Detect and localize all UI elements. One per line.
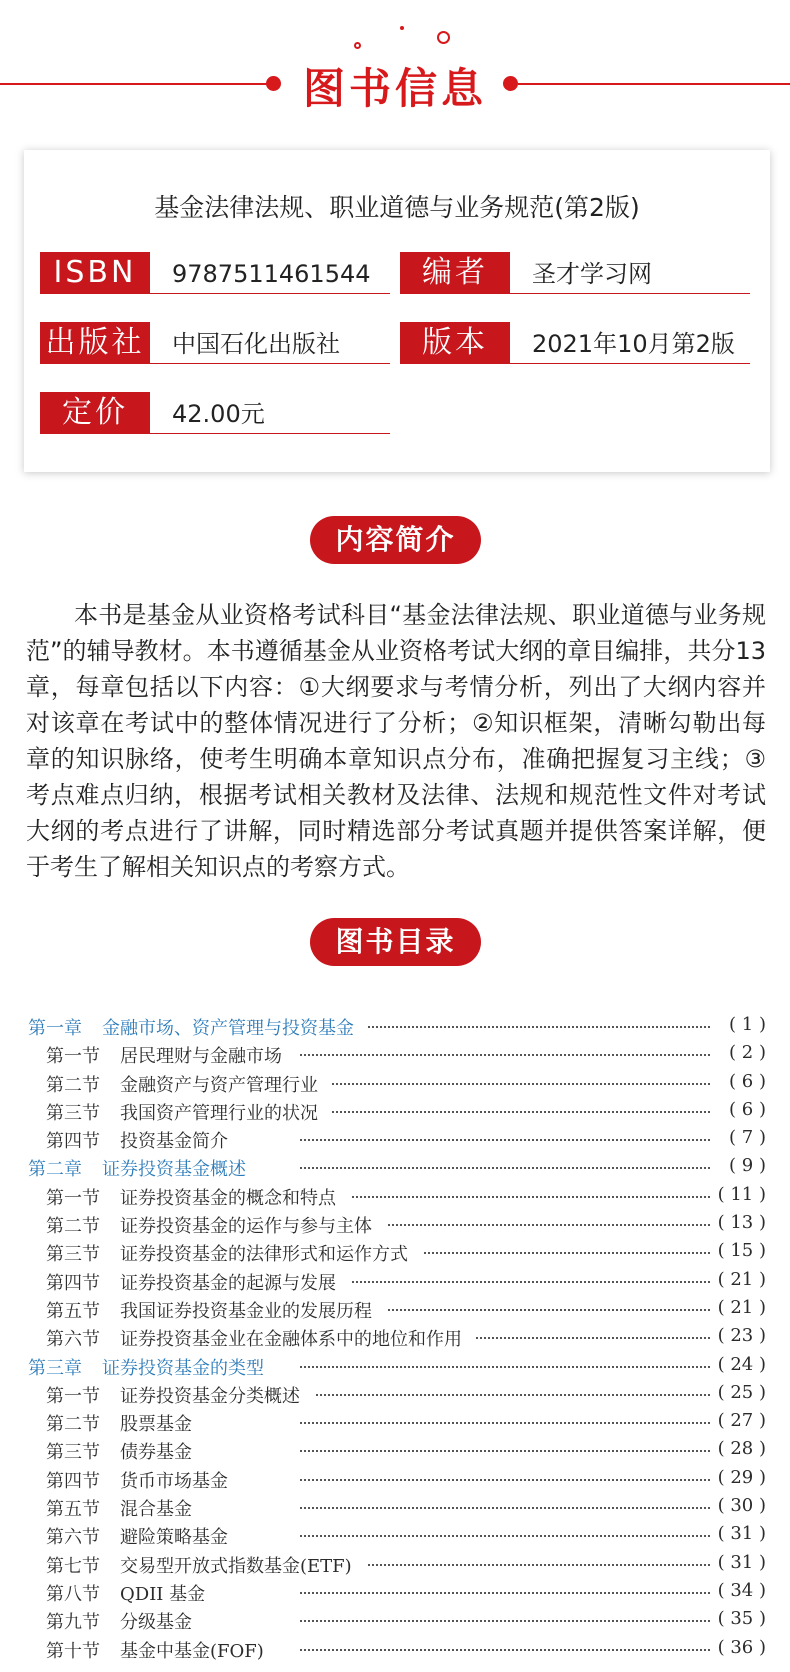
toc-entry-number: 第一章	[28, 1018, 82, 1039]
toc-page-number: ( 9 )	[710, 1155, 766, 1176]
toc-entry-text: 股票基金	[120, 1414, 192, 1436]
isbn-label: ISBN	[40, 252, 150, 294]
toc-entry-title	[46, 1099, 332, 1125]
toc-section-row	[0, 1493, 790, 1521]
toc-section-row	[0, 1550, 790, 1578]
price-label: 定价	[40, 392, 150, 434]
toc-entry-number: 第二节	[46, 1074, 100, 1096]
toc-entry-text: 金融市场、资产管理与投资基金	[102, 1018, 354, 1039]
toc-leader-dots	[300, 1083, 710, 1085]
toc-leader-dots	[300, 1450, 710, 1452]
intro-text: 本书是基金从业资格考试科目“基金法律法规、职业道德与业务规范”的辅导教材。本书遵循基金从业资格考试大纲的章目编排，共分13章，每章包括以下内容：①大纲要求与考情分析，列出了大纲内容并对该章在考试中的整体情况进行了分析；②知识框架，清晰勾勒出每章的知识脉络，使考生明确本章知识点分布，准确把握复习主线；③考点难点归纳，根据考试相关教材及法律、法规和规范性文件对考试大纲的考点进行了讲解，同时精选部分考试真题并提供答案详解，便于考生了解相关知识点的考察方式。	[26, 601, 766, 881]
toc-entry-title	[46, 1297, 386, 1323]
toc-entry-text: 混合基金	[120, 1499, 192, 1521]
toc-section-row	[0, 1040, 790, 1068]
toc-leader-dots	[300, 1167, 710, 1169]
toc-entry-text: 债券基金	[120, 1442, 192, 1464]
toc-entry-number: 第三节	[46, 1244, 100, 1266]
decor-dot	[400, 26, 404, 30]
toc-section-row	[0, 1465, 790, 1493]
toc-section-row	[0, 1267, 790, 1295]
toc-leader-dots	[300, 1054, 710, 1056]
toc-page-number: ( 15 )	[710, 1240, 766, 1261]
toc-section-row	[0, 1408, 790, 1436]
toc-entry-title	[46, 1127, 242, 1153]
toc-entry-number: 第六节	[46, 1527, 100, 1549]
toc-entry-title	[46, 1552, 366, 1578]
toc-section-row	[0, 1521, 790, 1549]
toc-entry-text: 证券投资基金业在金融体系中的地位和作用	[120, 1329, 462, 1351]
toc-leader-dots	[300, 1479, 710, 1481]
toc-entry-number: 第二章	[28, 1159, 82, 1181]
toc-section-row	[0, 1238, 790, 1266]
toc-entry-number: 第二节	[46, 1414, 100, 1436]
publisher-label: 出版社	[40, 322, 150, 364]
toc-entry-number: 第十节	[46, 1640, 100, 1662]
toc-entry-text: 证券投资基金的运作与参与主体	[120, 1216, 372, 1238]
toc-leader-dots	[300, 1196, 710, 1198]
toc-page-number: ( 31 )	[710, 1523, 766, 1544]
toc-entry-text: 居民理财与金融市场	[120, 1046, 282, 1068]
toc-page-number: ( 13 )	[710, 1212, 766, 1233]
toc-entry-text: 证券投资基金的类型	[102, 1357, 264, 1379]
intro-heading: 内容简介	[310, 516, 481, 564]
toc-section-row	[0, 1323, 790, 1351]
toc-entry-title	[46, 1608, 206, 1634]
toc-entry-number: 第三节	[46, 1442, 100, 1464]
toc-entry-number: 第四节	[46, 1470, 100, 1492]
toc-entry-number: 第三章	[28, 1357, 82, 1379]
toc-section-row	[0, 1606, 790, 1634]
toc-entry-title	[28, 1354, 278, 1380]
toc-page-number: ( 23 )	[710, 1325, 766, 1346]
toc-leader-dots	[300, 1422, 710, 1424]
toc-heading: 图书目录	[310, 918, 481, 966]
toc-entry-title	[46, 1184, 350, 1210]
toc-page-number: ( 2 )	[710, 1042, 766, 1063]
toc-leader-dots	[300, 1139, 710, 1141]
toc-section-row	[0, 1380, 790, 1408]
toc-entry-title	[46, 1240, 422, 1266]
toc-section-row	[0, 1295, 790, 1323]
toc-page-number: ( 24 )	[710, 1354, 766, 1375]
decor-circle	[437, 31, 450, 44]
toc-entry-text: 交易型开放式指数基金(ETF)	[120, 1555, 352, 1577]
toc-entry-title	[46, 1325, 476, 1351]
toc-page-number: ( 35 )	[710, 1608, 766, 1629]
header-dot-left	[266, 76, 281, 91]
toc-entry-number: 第五节	[46, 1300, 100, 1322]
toc-entry-text: 证券投资基金的法律形式和运作方式	[120, 1244, 408, 1266]
book-info-card	[24, 150, 770, 472]
toc-entry-title	[46, 1042, 296, 1068]
toc-page-number: ( 25 )	[710, 1382, 766, 1403]
toc-page-number: ( 34 )	[710, 1580, 766, 1601]
edition-value: 2021年10月第2版	[510, 322, 750, 364]
toc-entry-text: 投资基金简介	[120, 1131, 228, 1153]
book-title: 基金法律法规、职业道德与业务规范(第2版)	[154, 193, 640, 222]
toc-entry-title	[46, 1580, 219, 1606]
toc-entry-text: 金融资产与资产管理行业	[120, 1074, 318, 1096]
toc-section-row	[0, 1125, 790, 1153]
toc-page-number: ( 27 )	[710, 1410, 766, 1431]
toc-list	[0, 1012, 790, 1663]
toc-leader-dots	[300, 1620, 710, 1622]
toc-leader-dots	[300, 1535, 710, 1537]
toc-entry-title	[46, 1382, 314, 1408]
editor-value: 圣才学习网	[510, 252, 750, 294]
toc-entry-title	[46, 1212, 386, 1238]
toc-section-row	[0, 1578, 790, 1606]
toc-chapter-row	[0, 1352, 790, 1380]
toc-entry-text: 证券投资基金的起源与发展	[120, 1272, 336, 1294]
toc-entry-title	[46, 1523, 242, 1549]
toc-chapter-row	[0, 1012, 790, 1040]
price-value: 42.00元	[150, 392, 390, 434]
toc-entry-text: 基金中基金(FOF)	[120, 1640, 264, 1662]
toc-leader-dots	[300, 1649, 710, 1651]
toc-entry-number: 第三节	[46, 1102, 100, 1124]
toc-leader-dots	[300, 1394, 710, 1396]
toc-entry-text: QDII 基金	[120, 1583, 206, 1605]
toc-page-number: ( 11 )	[710, 1184, 766, 1205]
toc-entry-title	[46, 1410, 206, 1436]
toc-section-row	[0, 1436, 790, 1464]
toc-entry-number: 第一节	[46, 1046, 100, 1068]
toc-leader-dots	[300, 1592, 710, 1594]
toc-leader-dots	[300, 1111, 710, 1113]
toc-entry-text: 分级基金	[120, 1612, 192, 1634]
page-title: 图书信息	[302, 64, 487, 113]
toc-entry-title	[46, 1071, 332, 1097]
toc-entry-title	[46, 1467, 242, 1493]
decor-circle	[354, 42, 361, 49]
toc-entry-text: 避险策略基金	[120, 1527, 228, 1549]
toc-page-number: ( 30 )	[710, 1495, 766, 1516]
toc-entry-text: 证券投资基金概述	[102, 1159, 246, 1181]
toc-page-number: ( 28 )	[710, 1438, 766, 1459]
toc-page-number: ( 21 )	[710, 1297, 766, 1318]
toc-entry-title	[46, 1438, 206, 1464]
isbn-value: 9787511461544	[150, 252, 390, 294]
toc-entry-text: 证券投资基金分类概述	[120, 1385, 300, 1407]
toc-section-row	[0, 1635, 790, 1663]
toc-page-number: ( 31 )	[710, 1552, 766, 1573]
toc-section-row	[0, 1210, 790, 1238]
toc-section-row	[0, 1097, 790, 1125]
toc-entry-number: 第二节	[46, 1216, 100, 1238]
toc-entry-title	[46, 1637, 278, 1663]
toc-entry-number: 第五节	[46, 1499, 100, 1521]
toc-entry-title	[46, 1269, 350, 1295]
toc-entry-number: 第四节	[46, 1272, 100, 1294]
toc-entry-title	[28, 1014, 368, 1040]
toc-page-number: ( 6 )	[710, 1071, 766, 1092]
toc-leader-dots	[300, 1366, 710, 1368]
toc-entry-text: 我国证券投资基金业的发展历程	[120, 1300, 372, 1322]
toc-entry-title	[28, 1155, 260, 1181]
toc-page-number: ( 29 )	[710, 1467, 766, 1488]
toc-entry-number: 第一节	[46, 1385, 100, 1407]
header-divider-left	[0, 83, 268, 85]
toc-entry-title	[46, 1495, 206, 1521]
toc-section-row	[0, 1182, 790, 1210]
header-divider-right	[518, 83, 790, 85]
editor-label: 编者	[400, 252, 510, 294]
toc-leader-dots	[300, 1281, 710, 1283]
toc-chapter-row	[0, 1153, 790, 1181]
toc-entry-text: 货币市场基金	[120, 1470, 228, 1492]
publisher-value: 中国石化出版社	[150, 322, 390, 364]
toc-entry-number: 第八节	[46, 1583, 100, 1605]
toc-entry-number: 第六节	[46, 1329, 100, 1351]
toc-page-number: ( 6 )	[710, 1099, 766, 1120]
edition-label: 版本	[400, 322, 510, 364]
toc-entry-number: 第一节	[46, 1187, 100, 1209]
toc-entry-number: 第四节	[46, 1131, 100, 1153]
toc-entry-text: 我国资产管理行业的状况	[120, 1102, 318, 1124]
toc-page-number: ( 1 )	[710, 1014, 766, 1035]
toc-section-row	[0, 1069, 790, 1097]
toc-page-number: ( 7 )	[710, 1127, 766, 1148]
header-dot-right	[503, 76, 518, 91]
toc-entry-text: 证券投资基金的概念和特点	[120, 1187, 336, 1209]
toc-entry-number: 第九节	[46, 1612, 100, 1634]
toc-page-number: ( 36 )	[710, 1637, 766, 1658]
toc-leader-dots	[300, 1507, 710, 1509]
toc-entry-number: 第七节	[46, 1555, 100, 1577]
toc-page-number: ( 21 )	[710, 1269, 766, 1290]
